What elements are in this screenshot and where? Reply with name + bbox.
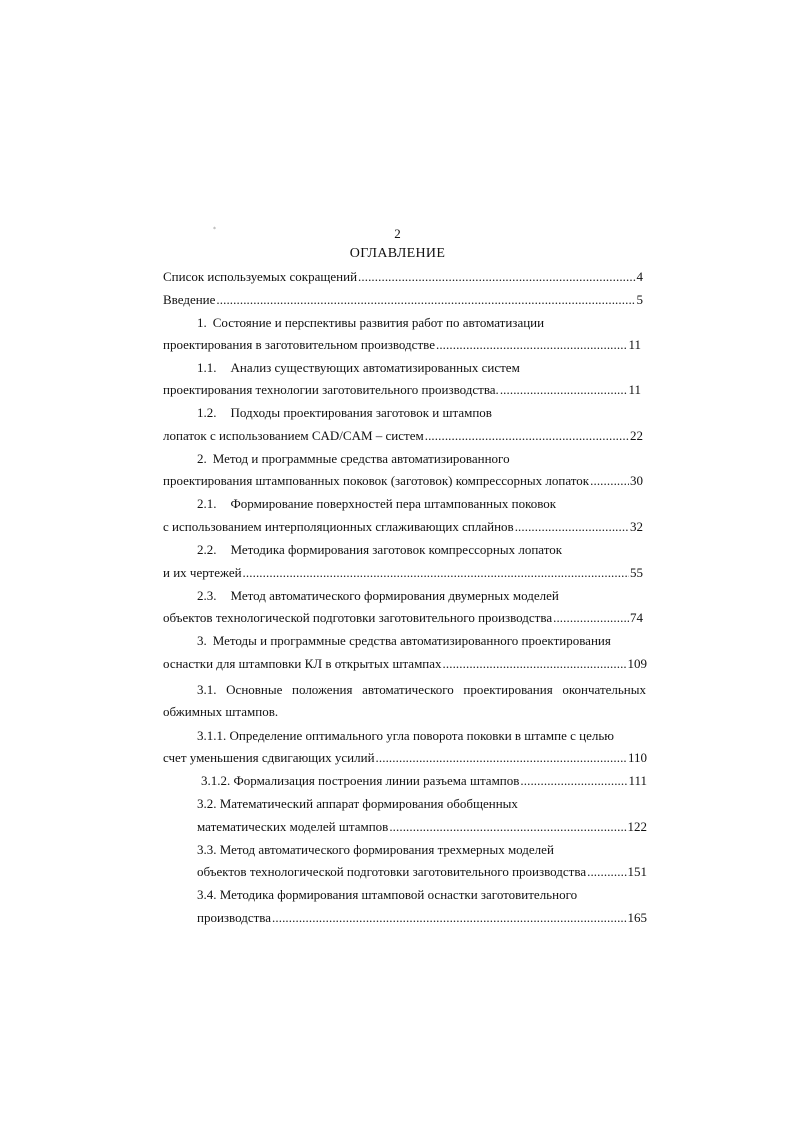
toc-entry[interactable]: 3.1.2. Формализация построения линии разъема штампов ..... 111 <box>201 772 647 789</box>
toc-entry-heading[interactable]: 3.4. Методика формирования штамповой оснастки заготовительного <box>197 887 578 902</box>
leader-dots <box>358 268 635 285</box>
scan-speck: * <box>213 226 216 233</box>
toc-entry[interactable]: объектов технологической подготовки заготовительного производства ..... 74 <box>163 609 643 626</box>
toc-entry-heading[interactable]: 3.1. Основные положения автоматического проектирования окончательных <box>197 682 646 697</box>
toc-entry[interactable]: проектирования в заготовительном производстве ..... 11 <box>163 336 641 353</box>
toc-entry-heading[interactable]: 1.1. Анализ существующих автоматизированных систем <box>197 360 520 375</box>
toc-entry[interactable]: Введение ..... 5 <box>163 291 643 308</box>
toc-entry-heading[interactable]: 1. Состояние и перспективы развития работ по автоматизации <box>197 315 545 330</box>
leader-dots <box>425 427 629 444</box>
leader-dots <box>553 609 629 626</box>
toc-entry-heading[interactable]: 1.2. Подходы проектирования заготовок и штампов <box>197 405 492 420</box>
leader-dots <box>389 818 626 835</box>
toc-entry[interactable]: производства ..... 165 <box>197 909 647 926</box>
toc-entry[interactable]: лопаток с использованием CAD/CAM – систем ..... 22 <box>163 427 643 444</box>
leader-dots <box>515 518 629 535</box>
leader-dots <box>243 564 629 581</box>
page-number: 2 <box>394 226 401 241</box>
toc-entry-heading[interactable]: 3. Методы и программные средства автоматизированного проектирования <box>197 633 611 648</box>
toc-entry[interactable]: оснастки для штамповки КЛ в открытых штампах ..... 109 <box>163 655 647 672</box>
leader-dots <box>500 381 628 398</box>
leader-dots <box>443 655 627 672</box>
leader-dots <box>376 749 627 766</box>
toc-entry-heading[interactable]: 3.1.1. Определение оптимального угла поворота поковки в штампе с целью <box>197 728 615 743</box>
toc-entry[interactable]: проектирования штампованных поковок (заготовок) компрессорных лопаток ..... 30 <box>163 472 643 489</box>
toc-entry-heading[interactable]: 2.1. Формирование поверхностей пера штампованных поковок <box>197 496 557 511</box>
toc-entry-heading[interactable]: 3.2. Математический аппарат формирования обобщенных <box>197 796 518 811</box>
leader-dots <box>520 772 627 789</box>
toc-title: ОГЛАВЛЕНИЕ <box>349 246 446 261</box>
toc-entry[interactable]: счет уменьшения сдвигающих усилий ..... 110 <box>163 749 647 766</box>
toc-entry[interactable]: с использованием интерполяционных сглаживающих сплайнов ..... 32 <box>163 518 643 535</box>
leader-dots <box>436 336 628 353</box>
toc-entry[interactable]: Список используемых сокращений ..... 4 <box>163 268 643 285</box>
leader-dots <box>590 472 629 489</box>
toc-entry-heading[interactable]: 2.3. Метод автоматического формирования двумерных моделей <box>197 588 559 603</box>
toc-entry-heading[interactable]: 2.2. Методика формирования заготовок компрессорных лопаток <box>197 542 563 557</box>
toc-entry-heading[interactable]: 2. Метод и программные средства автоматизированного <box>197 451 510 466</box>
toc-entry-heading[interactable]: 3.3. Метод автоматического формирования трехмерных моделей <box>197 842 554 857</box>
toc-entry[interactable]: математических моделей штампов ..... 122 <box>197 818 647 835</box>
toc-entry[interactable]: объектов технологической подготовки заготовительного производства ..... 151 <box>197 863 647 880</box>
toc-entry[interactable]: проектирования технологии заготовительного производства. ..... 11 <box>163 381 641 398</box>
leader-dots <box>587 863 626 880</box>
leader-dots <box>216 291 635 308</box>
toc-entry-continuation[interactable]: обжимных штампов. <box>163 704 279 719</box>
leader-dots <box>272 909 626 926</box>
toc-entry[interactable]: и их чертежей ..... 55 <box>163 564 643 581</box>
